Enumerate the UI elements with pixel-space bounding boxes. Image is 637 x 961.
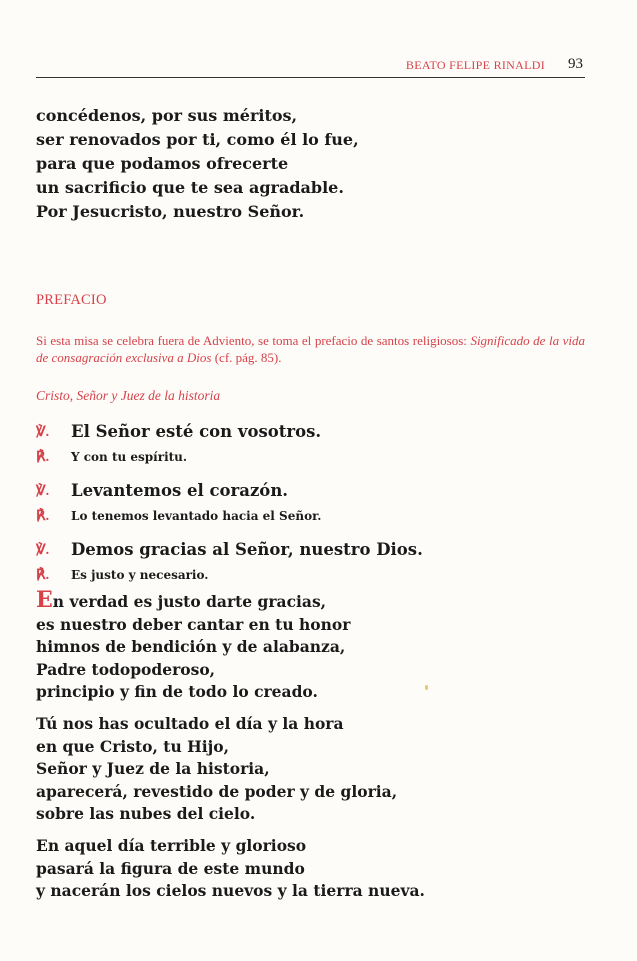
versicle-symbol: ℣. bbox=[36, 425, 50, 440]
versicle-text: Demos gracias al Señor, nuestro Dios. bbox=[71, 540, 423, 559]
response-symbol: ℟. bbox=[36, 450, 50, 465]
drop-cap: E bbox=[36, 587, 53, 613]
response-text: Es justo y necesario. bbox=[71, 568, 209, 582]
running-header bbox=[36, 57, 585, 78]
preface-body bbox=[36, 587, 425, 912]
prayer-line: un sacrificio que te sea agradable. bbox=[36, 178, 344, 197]
response-symbol: ℟. bbox=[36, 509, 50, 524]
versicle-text: Levantemos el corazón. bbox=[71, 481, 289, 500]
preface-line: principio y fin de todo lo creado. bbox=[36, 682, 318, 702]
rubric-page-ref: (cf. pág. 85). bbox=[211, 350, 282, 365]
versicle-symbol: ℣. bbox=[36, 543, 50, 558]
preface-line: Tú nos has ocultado el día y la hora bbox=[36, 713, 344, 733]
response-symbol: ℟. bbox=[36, 568, 50, 583]
rubric-text: Si esta misa se celebra fuera de Adviento, se toma el prefacio de santos religiosos: bbox=[36, 333, 471, 348]
prayer-conclusion bbox=[36, 104, 359, 224]
preface-line-rest: n verdad es justo darte gracias, bbox=[52, 592, 327, 611]
prayer-line: concédenos, por sus méritos, bbox=[36, 106, 298, 125]
preface-line: En aquel día terrible y glorioso bbox=[36, 835, 307, 855]
versicle-text: El Señor esté con vosotros. bbox=[71, 422, 322, 441]
preface-line: himnos de bendición y de alabanza, bbox=[36, 637, 346, 657]
rubric-note bbox=[36, 332, 585, 366]
prayer-line: Por Jesucristo, nuestro Señor. bbox=[36, 202, 305, 221]
running-title: BEATO FELIPE RINALDI bbox=[405, 58, 545, 72]
response bbox=[36, 565, 585, 587]
response-text: Y con tu espíritu. bbox=[71, 450, 188, 464]
prayer-line: ser renovados por ti, como él lo fue, bbox=[36, 130, 359, 149]
preface-subtitle: Cristo, Señor y Juez de la historia bbox=[36, 388, 221, 403]
preface-line bbox=[36, 587, 425, 614]
paper-speck bbox=[425, 685, 428, 690]
response bbox=[36, 506, 585, 528]
versicle-symbol: ℣. bbox=[36, 484, 50, 499]
preface-paragraph bbox=[36, 835, 425, 903]
preface-paragraph bbox=[36, 713, 425, 826]
page-number: 93 bbox=[568, 56, 583, 72]
versicle bbox=[36, 540, 585, 565]
versicle bbox=[36, 481, 585, 506]
response bbox=[36, 447, 585, 469]
preface-line: en que Cristo, tu Hijo, bbox=[36, 736, 230, 756]
prayer-line: para que podamos ofrecerte bbox=[36, 154, 289, 173]
preface-line: Señor y Juez de la historia, bbox=[36, 759, 270, 779]
response-text: Lo tenemos levantado hacia el Señor. bbox=[71, 509, 322, 523]
versicle bbox=[36, 422, 585, 447]
preface-line: Padre todopoderoso, bbox=[36, 659, 216, 679]
preface-line: aparecerá, revestido de poder y de gloria, bbox=[36, 781, 398, 801]
preface-line: y nacerán los cielos nuevos y la tierra nueva. bbox=[36, 881, 425, 901]
preface-dialogue bbox=[36, 422, 585, 587]
preface-paragraph bbox=[36, 587, 425, 704]
preface-line: pasará la figura de este mundo bbox=[36, 858, 305, 878]
rubric-italic-reference: Significado de la vida de consagración exclusiva a Dios bbox=[36, 333, 585, 365]
section-title: PREFACIO bbox=[36, 292, 107, 308]
preface-line: es nuestro deber cantar en tu honor bbox=[36, 614, 351, 634]
preface-line: sobre las nubes del cielo. bbox=[36, 804, 256, 824]
